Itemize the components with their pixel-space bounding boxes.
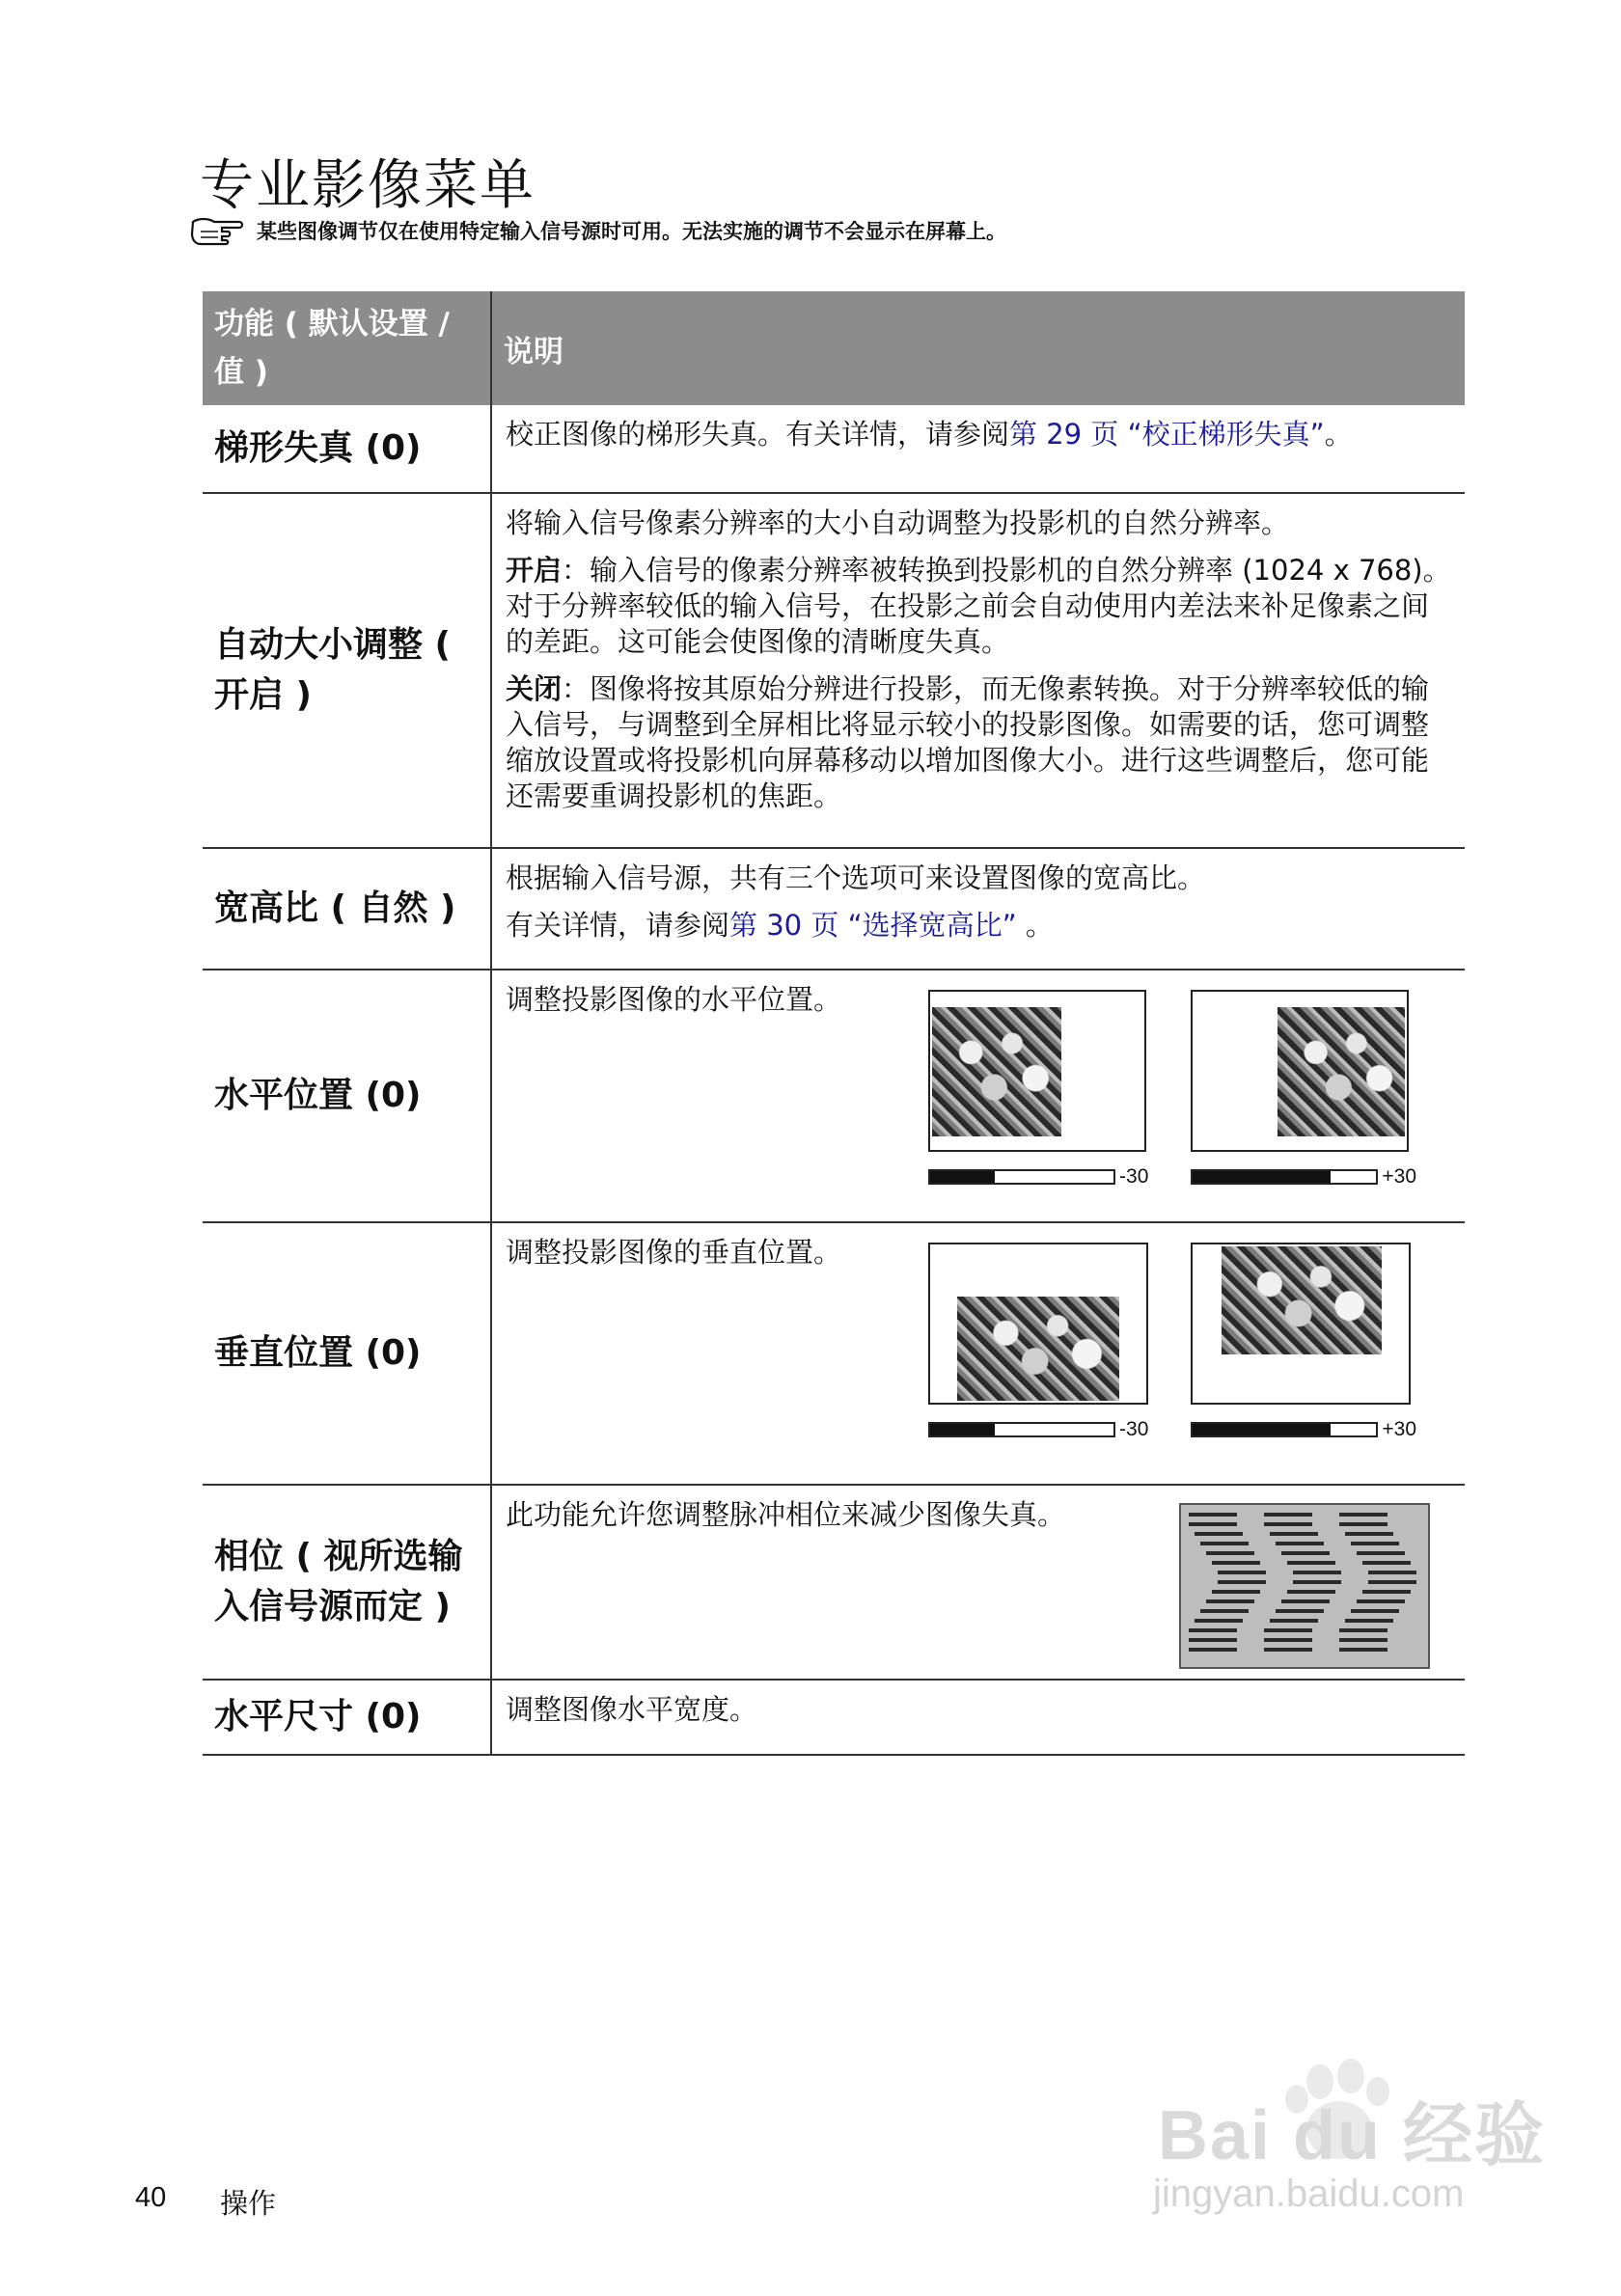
projected-photo-image [932, 1007, 1061, 1136]
footer-section: 操作 [220, 2187, 277, 2220]
off-option-description: 关闭：图像将按其原始分辨进行投影，而无像素转换。对于分辨率较低的输入信号，与调整到全屏相比将显示较小的投影图像。如需要的话，您可调整缩放设置或将投影机向屏幕移动以增加图像大小。进行这些调整后，您可能还需要重调投影机的焦距。 [506, 672, 1430, 812]
table-row [203, 848, 1465, 970]
settings-table [203, 291, 1465, 1756]
page-number: 40 [135, 2182, 167, 2213]
slider-label: -30 [1119, 1165, 1149, 1188]
row-description-reference: 有关详情，请参阅第 30 页 “选择宽高比” 。 [506, 909, 1054, 942]
slider-left [928, 1418, 1148, 1441]
vertical-position-illustration [928, 1243, 1416, 1441]
slider-label: +30 [1382, 1418, 1416, 1440]
row-description: 调整图像水平宽度。 [506, 1693, 758, 1726]
table-header-row [203, 291, 1465, 405]
projection-screen-image [1191, 1243, 1411, 1405]
row-description: 将输入信号像素分辨率的大小自动调整为投影机的自然分辨率。 [506, 506, 1290, 539]
table-row [203, 405, 1465, 493]
projected-photo-image [1278, 1007, 1405, 1136]
slider-fill [1193, 1424, 1331, 1435]
slider-label: -30 [1119, 1418, 1149, 1440]
row-description: 根据输入信号源，共有三个选项可来设置图像的宽高比。 [506, 861, 1206, 894]
aspect-ratio-page-link[interactable]: 第 30 页 “选择宽高比” [729, 909, 1017, 942]
function-column-header: 功能 ( 默认设置 / 值 ) [203, 291, 491, 405]
table-row [203, 970, 1465, 1222]
row-description: 校正图像的梯形失真。有关详情，请参阅第 29 页 “校正梯形失真”。 [506, 418, 1353, 451]
table-row [203, 493, 1465, 848]
row-description: 调整投影图像的水平位置。 [506, 983, 842, 1016]
projected-photo-image [957, 1297, 1119, 1401]
slider-right [1191, 1165, 1416, 1189]
table-row [203, 1485, 1465, 1680]
projected-photo-image [1222, 1246, 1382, 1354]
slider-left [928, 1165, 1148, 1189]
row-label: 相位 ( 视所选输入信号源而定 ) [214, 1537, 463, 1626]
watermark-url: jingyan.baidu.com [1153, 2173, 1465, 2215]
slider-label: +30 [1382, 1165, 1416, 1188]
chevron-pattern-icon [1181, 1505, 1428, 1667]
projection-screen-image [928, 990, 1146, 1152]
row-label: 垂直位置 (0) [214, 1333, 422, 1373]
description-column-header: 说明 [491, 291, 1465, 405]
slider-fill [1193, 1171, 1331, 1183]
keystone-page-link[interactable]: 第 29 页 “校正梯形失真” [1009, 418, 1325, 451]
row-label: 水平尺寸 (0) [214, 1697, 422, 1736]
row-label: 宽高比 ( 自然 ) [214, 888, 456, 928]
page-title: 专业影像菜单 [200, 154, 536, 217]
slider-fill [930, 1424, 995, 1435]
row-label: 自动大小调整 ( 开启 ) [214, 625, 451, 715]
slider-right [1191, 1418, 1416, 1441]
table-row [203, 1222, 1465, 1485]
phase-pattern-image [1179, 1503, 1430, 1669]
projection-screen-image [928, 1243, 1148, 1405]
projection-screen-image [1191, 990, 1409, 1152]
on-option-description: 开启：输入信号的像素分辨率被转换到投影机的自然分辨率 (1024 x 768)。对于分辨率较低的输入信号，在投影之前会自动使用内差法来补足像素之间的差距。这可能会使图像的清晰度失真。 [506, 554, 1451, 658]
row-label: 梯形失真 (0) [214, 428, 422, 468]
row-description: 此功能允许您调整脉冲相位来减少图像失真。 [506, 1498, 1066, 1531]
pointing-hand-icon [189, 214, 249, 247]
row-label: 水平位置 (0) [214, 1076, 422, 1115]
note [189, 214, 1006, 247]
note-text: 某些图像调节仅在使用特定输入信号源时可用。无法实施的调节不会显示在屏幕上。 [257, 220, 1006, 243]
watermark-brand: Bai du 经验 [1158, 2097, 1547, 2174]
table-row [203, 1680, 1465, 1755]
horizontal-position-illustration [928, 990, 1416, 1189]
row-description: 调整投影图像的垂直位置。 [506, 1236, 842, 1269]
slider-fill [930, 1171, 995, 1183]
